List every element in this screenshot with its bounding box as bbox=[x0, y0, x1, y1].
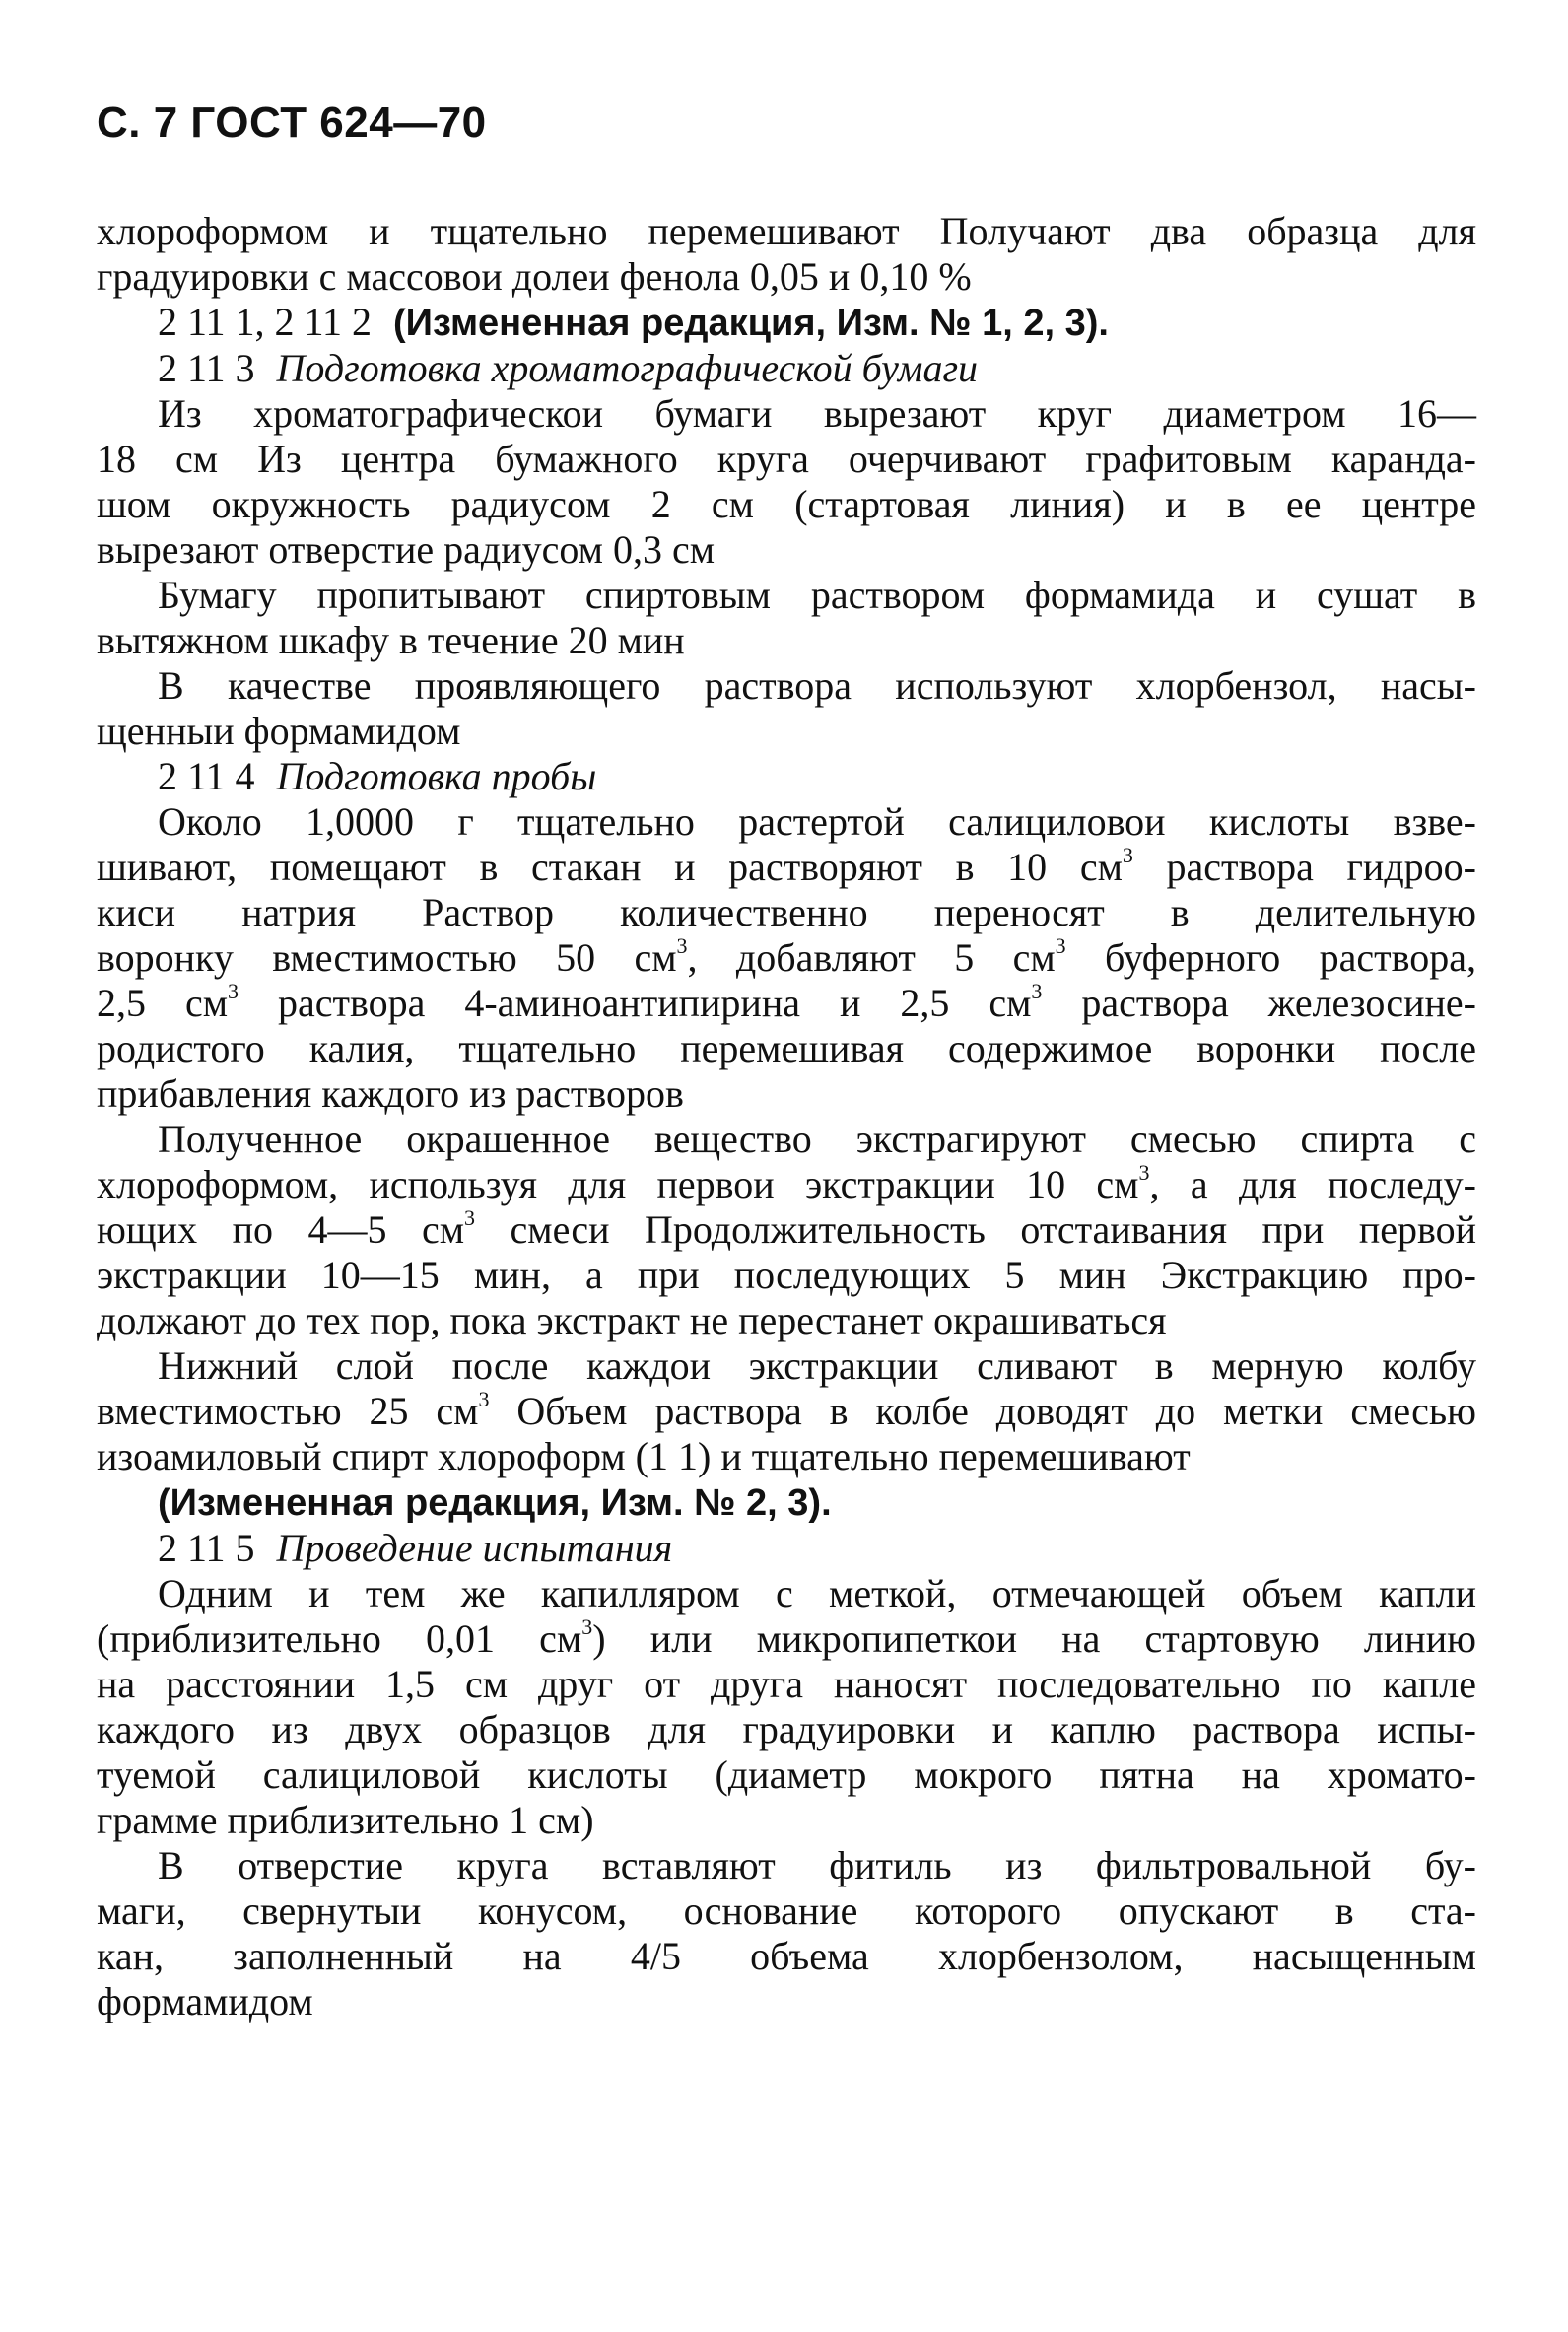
clause-heading bbox=[97, 346, 1476, 391]
text-line: Одним и тем же капилляром с меткой, отмечающей объем капли bbox=[158, 1571, 1476, 1615]
text-line: должают до тех пор, пока экстракт не перестанет окрашиваться bbox=[97, 1298, 1167, 1342]
text-line: киси натрия Раствор количественно переносят в делительную bbox=[97, 890, 1476, 934]
text-line: В отверстие круга вставляют фитиль из фильтровальной бу- bbox=[158, 1843, 1476, 1887]
text-line: Полученное окрашенное вещество экстрагируют смесью спирта с bbox=[158, 1117, 1476, 1161]
text-line: (приблизительно 0,01 $см^3$) или микропипеткои на стартовую линию bbox=[97, 1613, 1476, 1661]
text-line: В качестве проявляющего раствора используют хлорбензол, насы- bbox=[158, 663, 1476, 708]
text-line: хлороформом и тщательно перемешивают Получают два образца для bbox=[97, 209, 1476, 253]
amendment-text: (Измененная редакция, Изм. № 2, 3). bbox=[158, 1482, 832, 1524]
text-line: градуировки с массовои долеи фенола 0,05 и 0,10 % bbox=[97, 254, 972, 299]
text-line: вместимостью 25 $см^3$ Объем раствора в колбе доводят до метки смесью bbox=[97, 1386, 1477, 1433]
text-line: туемой салициловой кислоты (диаметр мокрого пятна на хромато- bbox=[97, 1752, 1476, 1797]
text-line: изоамиловый спирт хлороформ (1 1) и тщательно перемешивают bbox=[97, 1434, 1191, 1478]
text-line: 2,5 $см^3$ раствора 4-аминоантипирина и 2,5 $см^3$ раствора железосине- bbox=[97, 978, 1476, 1025]
text-line: воронку вместимостью 50 $см^3$, добавляют 5 $см^3$ буферного раствора, bbox=[97, 932, 1476, 980]
clause-number: 2 11 1, 2 11 2 bbox=[158, 300, 373, 344]
page-header: С. 7 ГОСТ 624—70 bbox=[97, 99, 487, 147]
text-line: прибавления каждого из растворов bbox=[97, 1071, 684, 1116]
text-line: Около 1,0000 г тщательно растертой салициловои кислоты взве- bbox=[158, 799, 1476, 844]
text-line: хлороформом, используя для первои экстракции 10 $см^3$, а для последу- bbox=[97, 1159, 1477, 1206]
clause-title: Проведение испытания bbox=[276, 1526, 673, 1570]
amendment-note bbox=[97, 300, 1476, 346]
text-line: вырезают отверстие радиусом 0,3 см bbox=[97, 527, 716, 572]
text-line: кан, заполненный на 4/5 объема хлорбензолом, насыщенным bbox=[97, 1934, 1476, 1978]
amendment-note bbox=[97, 1479, 1476, 1526]
text-line: шом окружность радиусом 2 см (стартовая линия) и в ее центре bbox=[97, 482, 1476, 526]
text-line: Из хроматографическои бумаги вырезают круг диаметром 16— bbox=[158, 391, 1476, 436]
text-line: грамме приблизительно 1 см) bbox=[97, 1798, 594, 1842]
clause-number: 2 11 5 bbox=[158, 1526, 255, 1570]
text-line: щенныи формамидом bbox=[97, 709, 461, 753]
text-line: 18 см Из центра бумажного круга очерчивают графитовым каранда- bbox=[97, 437, 1476, 481]
text-line: маги, свернутыи конусом, основание которого опускают в ста- bbox=[97, 1888, 1476, 1933]
text-line: Бумагу пропитывают спиртовым раствором формамида и сушат в bbox=[158, 573, 1476, 617]
text-line: на расстоянии 1,5 см друг от друга наносят последовательно по капле bbox=[97, 1662, 1476, 1706]
text-line: родистого калия, тщательно перемешивая содержимое воронки после bbox=[97, 1026, 1476, 1070]
clause-number: 2 11 3 bbox=[158, 346, 255, 390]
text-line: вытяжном шкафу в течение 20 мин bbox=[97, 618, 685, 662]
clause-heading bbox=[97, 754, 1476, 799]
text-line: каждого из двух образцов для градуировки и каплю раствора испы- bbox=[97, 1707, 1476, 1751]
text-line: Нижний слой после каждои экстракции сливают в мерную колбу bbox=[158, 1343, 1476, 1388]
clause-number: 2 11 4 bbox=[158, 754, 255, 798]
text-line: формамидом bbox=[97, 1979, 313, 2023]
text-line: шивают, помещают в стакан и растворяют в 10 $см^3$ раствора гидроо- bbox=[97, 842, 1477, 889]
text-line: ющих по 4—5 $см^3$ смеси Продолжительность отстаивания при первой bbox=[97, 1204, 1477, 1252]
clause-heading bbox=[97, 1526, 1476, 1571]
clause-title: Подготовка хроматографической бумаги bbox=[276, 346, 979, 390]
body-text bbox=[97, 209, 1476, 2024]
clause-title: Подготовка пробы bbox=[276, 754, 597, 798]
amendment-text: (Измененная редакция, Изм. № 1, 2, 3). bbox=[393, 303, 1109, 344]
text-line: экстракции 10—15 мин, а при последующих 5 мин Экстракцию про- bbox=[97, 1253, 1476, 1297]
